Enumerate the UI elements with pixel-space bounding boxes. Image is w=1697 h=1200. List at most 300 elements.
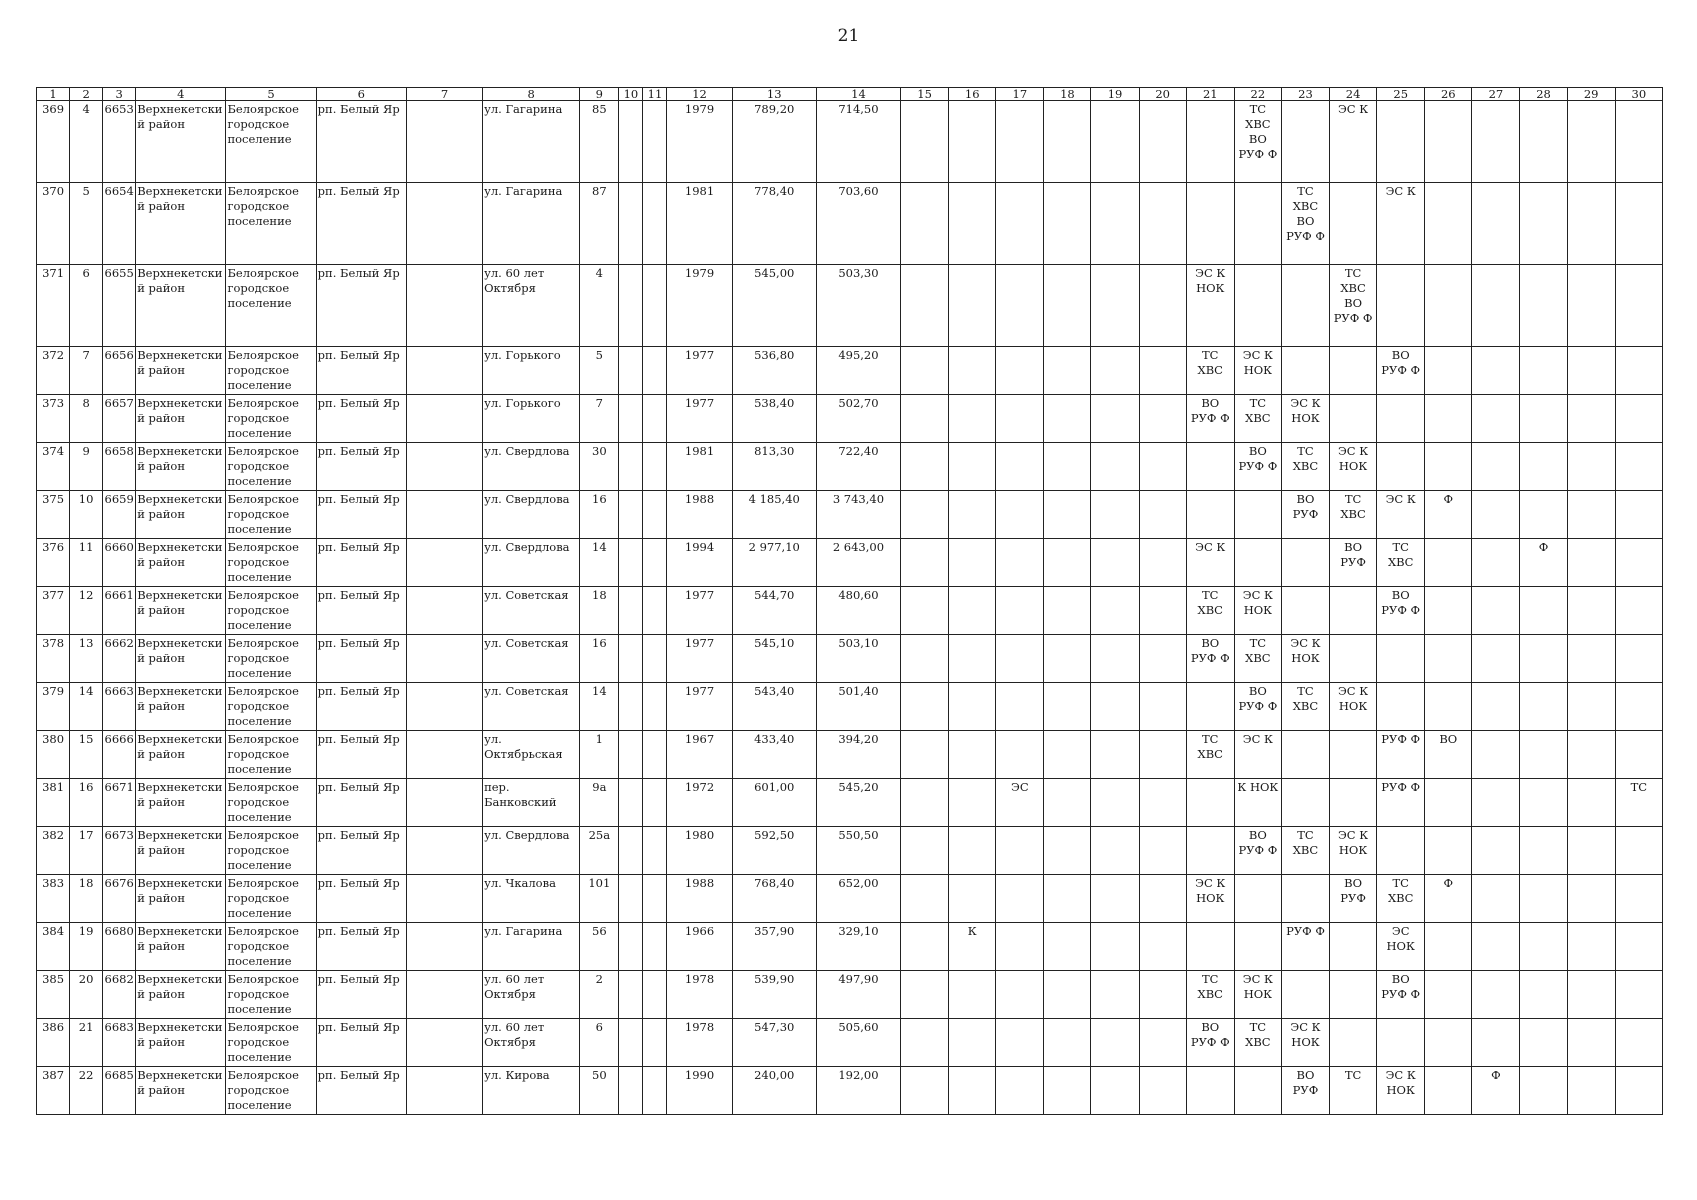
table-cell-col-14: 550,50 (816, 827, 900, 875)
table-cell-col-10 (619, 683, 643, 731)
table-cell-col-23 (1281, 101, 1329, 183)
table-cell-col-13: 2 977,10 (732, 539, 816, 587)
table-cell-col-16 (949, 827, 996, 875)
table-cell-col-9: 7 (580, 395, 619, 443)
table-cell-col-30 (1615, 587, 1662, 635)
table-cell-col-28 (1520, 779, 1567, 827)
table-cell-col-1: 374 (37, 443, 70, 491)
table-cell-col-17 (996, 587, 1044, 635)
table-cell-col-6: рп. Белый Яр (316, 1019, 406, 1067)
table-cell-col-27 (1472, 875, 1520, 923)
table-cell-col-18 (1044, 683, 1091, 731)
table-cell-col-6: рп. Белый Яр (316, 183, 406, 265)
table-cell-col-24: ТС ХВС (1330, 491, 1377, 539)
table-cell-col-16 (949, 347, 996, 395)
table-cell-col-14: 503,30 (816, 265, 900, 347)
table-cell-col-19 (1091, 443, 1139, 491)
table-cell-col-23: ВО РУФ (1281, 1067, 1329, 1115)
table-cell-col-26 (1425, 265, 1472, 347)
table-cell-col-22: ТС ХВС (1234, 395, 1281, 443)
table-cell-col-4: Верхнекетский район (136, 779, 226, 827)
table-cell-col-14: 3 743,40 (816, 491, 900, 539)
table-cell-col-22 (1234, 491, 1281, 539)
table-cell-col-26 (1425, 779, 1472, 827)
table-cell-col-17 (996, 635, 1044, 683)
table-cell-col-30 (1615, 683, 1662, 731)
table-cell-col-5: Белоярское городское поселение (226, 491, 316, 539)
table-cell-col-19 (1091, 923, 1139, 971)
table-cell-col-10 (619, 731, 643, 779)
table-cell-col-17 (996, 443, 1044, 491)
table-cell-col-30 (1615, 265, 1662, 347)
table-cell-col-16 (949, 1019, 996, 1067)
table-cell-col-15 (901, 491, 949, 539)
table-cell-col-12: 1966 (667, 923, 732, 971)
table-cell-col-24: ТС (1330, 1067, 1377, 1115)
column-header-18: 18 (1044, 88, 1091, 101)
table-cell-col-7 (406, 827, 482, 875)
table-cell-col-12: 1977 (667, 635, 732, 683)
table-cell-col-18 (1044, 827, 1091, 875)
table-cell-col-11 (643, 731, 667, 779)
table-cell-col-2: 20 (70, 971, 103, 1019)
table-cell-col-25 (1377, 101, 1425, 183)
table-cell-col-18 (1044, 183, 1091, 265)
table-cell-col-7 (406, 395, 482, 443)
table-cell-col-28 (1520, 731, 1567, 779)
table-cell-col-23: ТС ХВС (1281, 443, 1329, 491)
table-cell-col-21: ТС ХВС (1186, 347, 1234, 395)
table-cell-col-23: ТС ХВС (1281, 827, 1329, 875)
table-cell-col-10 (619, 875, 643, 923)
table-cell-col-18 (1044, 587, 1091, 635)
table-cell-col-29 (1567, 923, 1615, 971)
table-cell-col-23: ЭС К НОК (1281, 635, 1329, 683)
table-cell-col-23 (1281, 779, 1329, 827)
table-cell-col-18 (1044, 635, 1091, 683)
table-cell-col-22: ВО РУФ Ф (1234, 827, 1281, 875)
table-cell-col-6: рп. Белый Яр (316, 265, 406, 347)
table-cell-col-10 (619, 1019, 643, 1067)
table-cell-col-7 (406, 443, 482, 491)
table-cell-col-8: ул. Свердлова (483, 443, 580, 491)
table-cell-col-9: 30 (580, 443, 619, 491)
table-cell-col-13: 433,40 (732, 731, 816, 779)
table-cell-col-3: 6653 (103, 101, 136, 183)
table-cell-col-9: 101 (580, 875, 619, 923)
table-cell-col-25: ВО РУФ Ф (1377, 971, 1425, 1019)
table-cell-col-16 (949, 539, 996, 587)
table-cell-col-13: 543,40 (732, 683, 816, 731)
table-cell-col-4: Верхнекетский район (136, 971, 226, 1019)
table-cell-col-24 (1330, 779, 1377, 827)
table-cell-col-6: рп. Белый Яр (316, 443, 406, 491)
table-cell-col-4: Верхнекетский район (136, 635, 226, 683)
table-cell-col-23 (1281, 971, 1329, 1019)
table-row (37, 395, 1663, 443)
table-cell-col-19 (1091, 491, 1139, 539)
table-cell-col-12: 1979 (667, 265, 732, 347)
table-cell-col-15 (901, 923, 949, 971)
table-cell-col-13: 544,70 (732, 587, 816, 635)
table-cell-col-30 (1615, 971, 1662, 1019)
table-cell-col-10 (619, 587, 643, 635)
column-header-15: 15 (901, 88, 949, 101)
table-row (37, 1067, 1663, 1115)
column-header-12: 12 (667, 88, 732, 101)
table-cell-col-19 (1091, 1067, 1139, 1115)
table-cell-col-20 (1139, 875, 1186, 923)
table-cell-col-21: ЭС К (1186, 539, 1234, 587)
table-cell-col-3: 6657 (103, 395, 136, 443)
table-cell-col-30 (1615, 1067, 1662, 1115)
table-cell-col-1: 378 (37, 635, 70, 683)
table-cell-col-17 (996, 183, 1044, 265)
table-cell-col-9: 50 (580, 1067, 619, 1115)
table-cell-col-21 (1186, 683, 1234, 731)
table-cell-col-29 (1567, 635, 1615, 683)
table-cell-col-30 (1615, 875, 1662, 923)
table-cell-col-3: 6655 (103, 265, 136, 347)
table-cell-col-26: Ф (1425, 875, 1472, 923)
table-cell-col-7 (406, 101, 482, 183)
table-cell-col-8: ул. Гагарина (483, 183, 580, 265)
table-cell-col-24: ТС ХВС ВО РУФ Ф (1330, 265, 1377, 347)
table-cell-col-28 (1520, 1019, 1567, 1067)
table-cell-col-28 (1520, 265, 1567, 347)
table-cell-col-25 (1377, 635, 1425, 683)
table-cell-col-29 (1567, 587, 1615, 635)
table-cell-col-27 (1472, 491, 1520, 539)
table-cell-col-14: 505,60 (816, 1019, 900, 1067)
table-row (37, 875, 1663, 923)
table-cell-col-19 (1091, 1019, 1139, 1067)
table-cell-col-9: 56 (580, 923, 619, 971)
table-cell-col-25: РУФ Ф (1377, 779, 1425, 827)
table-cell-col-27 (1472, 265, 1520, 347)
table-cell-col-11 (643, 779, 667, 827)
table-cell-col-11 (643, 923, 667, 971)
table-row (37, 779, 1663, 827)
table-cell-col-4: Верхнекетский район (136, 923, 226, 971)
table-cell-col-7 (406, 183, 482, 265)
table-cell-col-7 (406, 347, 482, 395)
table-cell-col-9: 14 (580, 539, 619, 587)
table-cell-col-17 (996, 971, 1044, 1019)
table-row (37, 731, 1663, 779)
table-cell-col-19 (1091, 635, 1139, 683)
table-cell-col-3: 6673 (103, 827, 136, 875)
column-header-11: 11 (643, 88, 667, 101)
table-cell-col-11 (643, 683, 667, 731)
table-cell-col-24: ЭС К НОК (1330, 443, 1377, 491)
table-cell-col-6: рп. Белый Яр (316, 731, 406, 779)
table-cell-col-8: ул. Свердлова (483, 491, 580, 539)
table-cell-col-17 (996, 265, 1044, 347)
table-cell-col-1: 381 (37, 779, 70, 827)
table-cell-col-14: 495,20 (816, 347, 900, 395)
table-cell-col-26: ВО (1425, 731, 1472, 779)
table-cell-col-12: 1977 (667, 347, 732, 395)
table-cell-col-30 (1615, 1019, 1662, 1067)
table-cell-col-4: Верхнекетский район (136, 491, 226, 539)
table-cell-col-14: 2 643,00 (816, 539, 900, 587)
column-header-1: 1 (37, 88, 70, 101)
table-cell-col-20 (1139, 923, 1186, 971)
table-cell-col-26 (1425, 971, 1472, 1019)
table-cell-col-23 (1281, 265, 1329, 347)
column-header-24: 24 (1330, 88, 1377, 101)
table-cell-col-3: 6671 (103, 779, 136, 827)
table-cell-col-10 (619, 539, 643, 587)
table-cell-col-14: 394,20 (816, 731, 900, 779)
table-cell-col-19 (1091, 971, 1139, 1019)
table-cell-col-26 (1425, 635, 1472, 683)
table-cell-col-25: ВО РУФ Ф (1377, 587, 1425, 635)
table-cell-col-28 (1520, 101, 1567, 183)
table-cell-col-16 (949, 683, 996, 731)
table-cell-col-16: К (949, 923, 996, 971)
table-cell-col-13: 539,90 (732, 971, 816, 1019)
table-cell-col-13: 545,10 (732, 635, 816, 683)
table-cell-col-29 (1567, 183, 1615, 265)
table-cell-col-2: 17 (70, 827, 103, 875)
table-cell-col-5: Белоярское городское поселение (226, 395, 316, 443)
table-cell-col-11 (643, 1019, 667, 1067)
table-cell-col-5: Белоярское городское поселение (226, 265, 316, 347)
table-cell-col-19 (1091, 347, 1139, 395)
table-cell-col-4: Верхнекетский район (136, 101, 226, 183)
table-cell-col-26 (1425, 1067, 1472, 1115)
table-cell-col-8: ул. Советская (483, 587, 580, 635)
table-cell-col-6: рп. Белый Яр (316, 1067, 406, 1115)
column-header-23: 23 (1281, 88, 1329, 101)
table-cell-col-10 (619, 1067, 643, 1115)
table-cell-col-22: ВО РУФ Ф (1234, 683, 1281, 731)
table-cell-col-9: 2 (580, 971, 619, 1019)
table-cell-col-12: 1967 (667, 731, 732, 779)
table-cell-col-2: 9 (70, 443, 103, 491)
table-body (37, 101, 1663, 1115)
table-row (37, 923, 1663, 971)
table-cell-col-27 (1472, 347, 1520, 395)
table-cell-col-24 (1330, 971, 1377, 1019)
table-cell-col-23: РУФ Ф (1281, 923, 1329, 971)
table-cell-col-5: Белоярское городское поселение (226, 683, 316, 731)
table-cell-col-18 (1044, 923, 1091, 971)
table-cell-col-20 (1139, 827, 1186, 875)
table-cell-col-3: 6663 (103, 683, 136, 731)
table-cell-col-5: Белоярское городское поселение (226, 827, 316, 875)
table-cell-col-5: Белоярское городское поселение (226, 923, 316, 971)
table-cell-col-30 (1615, 539, 1662, 587)
table-cell-col-24 (1330, 587, 1377, 635)
table-cell-col-25 (1377, 683, 1425, 731)
table-cell-col-23 (1281, 587, 1329, 635)
table-cell-col-11 (643, 875, 667, 923)
table-cell-col-27 (1472, 827, 1520, 875)
table-cell-col-8: ул. Горького (483, 395, 580, 443)
table-cell-col-15 (901, 539, 949, 587)
table-cell-col-6: рп. Белый Яр (316, 101, 406, 183)
table-cell-col-5: Белоярское городское поселение (226, 779, 316, 827)
table-cell-col-24: ЭС К НОК (1330, 683, 1377, 731)
table-row (37, 101, 1663, 183)
table-cell-col-8: ул. Гагарина (483, 101, 580, 183)
table-cell-col-2: 19 (70, 923, 103, 971)
table-cell-col-9: 85 (580, 101, 619, 183)
table-cell-col-8: ул. Октябрьская (483, 731, 580, 779)
table-cell-col-9: 4 (580, 265, 619, 347)
table-cell-col-19 (1091, 779, 1139, 827)
table-cell-col-29 (1567, 443, 1615, 491)
table-cell-col-16 (949, 779, 996, 827)
table-row (37, 827, 1663, 875)
table-cell-col-12: 1977 (667, 395, 732, 443)
table-cell-col-30 (1615, 101, 1662, 183)
table-cell-col-27 (1472, 731, 1520, 779)
table-cell-col-6: рп. Белый Яр (316, 587, 406, 635)
table-cell-col-18 (1044, 491, 1091, 539)
table-cell-col-21 (1186, 183, 1234, 265)
table-cell-col-13: 4 185,40 (732, 491, 816, 539)
table-cell-col-23: ЭС К НОК (1281, 1019, 1329, 1067)
table-cell-col-1: 377 (37, 587, 70, 635)
table-cell-col-3: 6659 (103, 491, 136, 539)
table-cell-col-1: 383 (37, 875, 70, 923)
table-cell-col-23: ВО РУФ (1281, 491, 1329, 539)
table-row (37, 635, 1663, 683)
table-cell-col-2: 6 (70, 265, 103, 347)
table-cell-col-28 (1520, 491, 1567, 539)
table-cell-col-17 (996, 923, 1044, 971)
table-cell-col-15 (901, 347, 949, 395)
table-cell-col-18 (1044, 443, 1091, 491)
table-cell-col-9: 16 (580, 491, 619, 539)
table-cell-col-12: 1981 (667, 183, 732, 265)
table-cell-col-20 (1139, 683, 1186, 731)
table-cell-col-3: 6656 (103, 347, 136, 395)
table-cell-col-26 (1425, 827, 1472, 875)
table-cell-col-22 (1234, 875, 1281, 923)
table-cell-col-15 (901, 395, 949, 443)
table-cell-col-1: 386 (37, 1019, 70, 1067)
table-cell-col-17: ЭС (996, 779, 1044, 827)
table-cell-col-10 (619, 923, 643, 971)
table-cell-col-29 (1567, 539, 1615, 587)
column-header-2: 2 (70, 88, 103, 101)
table-cell-col-4: Верхнекетский район (136, 183, 226, 265)
table-cell-col-6: рп. Белый Яр (316, 539, 406, 587)
column-header-20: 20 (1139, 88, 1186, 101)
column-header-25: 25 (1377, 88, 1425, 101)
table-cell-col-20 (1139, 971, 1186, 1019)
table-cell-col-26 (1425, 395, 1472, 443)
table-cell-col-3: 6660 (103, 539, 136, 587)
table-cell-col-17 (996, 347, 1044, 395)
table-cell-col-12: 1988 (667, 491, 732, 539)
table-cell-col-7 (406, 875, 482, 923)
table-cell-col-15 (901, 779, 949, 827)
table-cell-col-24 (1330, 1019, 1377, 1067)
table-row (37, 265, 1663, 347)
table-cell-col-6: рп. Белый Яр (316, 347, 406, 395)
table-cell-col-3: 6662 (103, 635, 136, 683)
table-cell-col-9: 18 (580, 587, 619, 635)
table-cell-col-1: 380 (37, 731, 70, 779)
table-cell-col-20 (1139, 731, 1186, 779)
table-cell-col-30 (1615, 347, 1662, 395)
table-cell-col-24 (1330, 731, 1377, 779)
column-header-6: 6 (316, 88, 406, 101)
table-cell-col-14: 497,90 (816, 971, 900, 1019)
table-cell-col-23: ЭС К НОК (1281, 395, 1329, 443)
table-cell-col-27 (1472, 443, 1520, 491)
table-row (37, 491, 1663, 539)
table-cell-col-26 (1425, 683, 1472, 731)
table-cell-col-15 (901, 635, 949, 683)
table-cell-col-16 (949, 183, 996, 265)
column-header-16: 16 (949, 88, 996, 101)
table-cell-col-22 (1234, 1067, 1281, 1115)
table-cell-col-27 (1472, 395, 1520, 443)
table-cell-col-22 (1234, 265, 1281, 347)
table-cell-col-29 (1567, 731, 1615, 779)
column-header-5: 5 (226, 88, 316, 101)
table-cell-col-17 (996, 395, 1044, 443)
table-cell-col-11 (643, 101, 667, 183)
table-cell-col-27 (1472, 971, 1520, 1019)
table-cell-col-27 (1472, 587, 1520, 635)
table-cell-col-12: 1988 (667, 875, 732, 923)
table-cell-col-11 (643, 183, 667, 265)
table-cell-col-15 (901, 101, 949, 183)
table-cell-col-4: Верхнекетский район (136, 731, 226, 779)
column-header-19: 19 (1091, 88, 1139, 101)
table-cell-col-21: ЭС К НОК (1186, 875, 1234, 923)
table-cell-col-14: 545,20 (816, 779, 900, 827)
table-cell-col-1: 372 (37, 347, 70, 395)
column-header-9: 9 (580, 88, 619, 101)
table-cell-col-17 (996, 491, 1044, 539)
table-cell-col-23 (1281, 875, 1329, 923)
table-cell-col-30 (1615, 635, 1662, 683)
table-cell-col-21 (1186, 443, 1234, 491)
table-cell-col-22: ЭС К НОК (1234, 971, 1281, 1019)
table-cell-col-2: 13 (70, 635, 103, 683)
table-cell-col-11 (643, 587, 667, 635)
table-cell-col-8: ул. Советская (483, 635, 580, 683)
table-cell-col-22 (1234, 183, 1281, 265)
table-cell-col-12: 1978 (667, 1019, 732, 1067)
table-cell-col-21 (1186, 923, 1234, 971)
table-cell-col-9: 25а (580, 827, 619, 875)
table-cell-col-11 (643, 347, 667, 395)
table-cell-col-20 (1139, 347, 1186, 395)
table-cell-col-1: 373 (37, 395, 70, 443)
table-cell-col-24: ВО РУФ (1330, 539, 1377, 587)
table-row (37, 971, 1663, 1019)
table-cell-col-20 (1139, 395, 1186, 443)
table-cell-col-27 (1472, 683, 1520, 731)
table-cell-col-28 (1520, 971, 1567, 1019)
table-cell-col-28 (1520, 923, 1567, 971)
table-cell-col-16 (949, 1067, 996, 1115)
table-cell-col-19 (1091, 683, 1139, 731)
table-cell-col-15 (901, 971, 949, 1019)
table-cell-col-24 (1330, 347, 1377, 395)
table-cell-col-17 (996, 827, 1044, 875)
